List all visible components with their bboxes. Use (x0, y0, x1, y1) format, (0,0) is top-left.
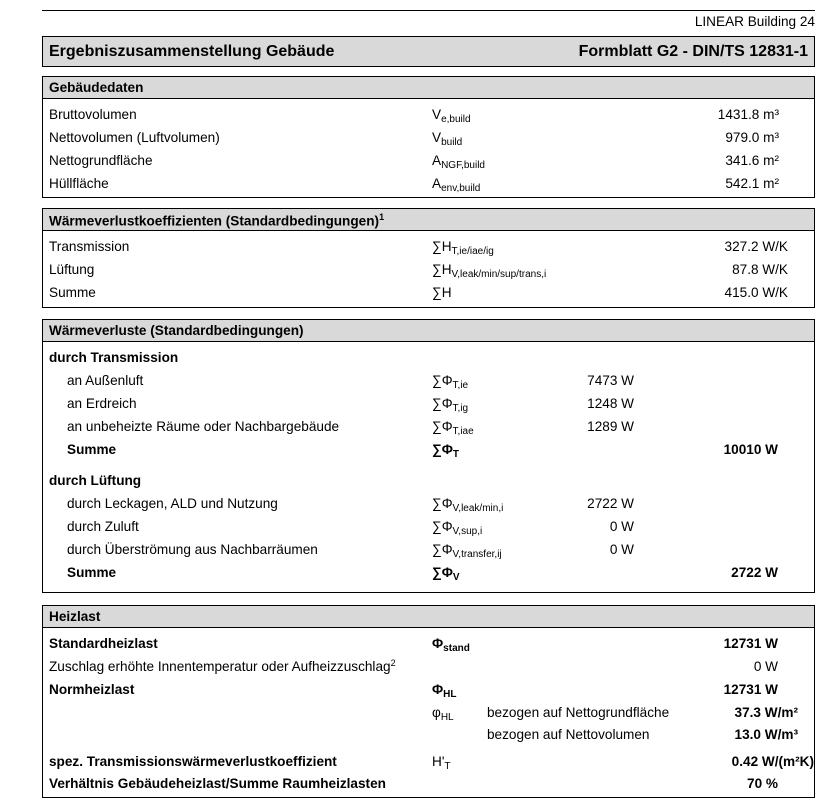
data-row-phi-area (43, 702, 814, 724)
row-symbol: $H'_T$ (432, 754, 451, 772)
row-value: 979.0 m³ (725, 130, 779, 145)
data-row (43, 516, 814, 538)
row-symbol: $A_{NGF,build}$ (432, 153, 485, 171)
row-label: durch Überströmung aus Nachbarräumen (67, 542, 318, 557)
row-value: 0 W (609, 519, 634, 534)
row-symbol: $\sum\Phi_{V,leak/min,i}$ (432, 496, 504, 514)
row-value: 37.3 W/m² (734, 705, 798, 720)
data-row (43, 393, 814, 415)
row-value: 0 W (609, 542, 634, 557)
data-row (43, 493, 814, 515)
row-label: an Außenluft (67, 373, 144, 388)
section-gebaeudedaten (42, 76, 815, 198)
row-value: 542.1 m² (725, 176, 779, 191)
document-title: Ergebniszusammenstellung Gebäude (49, 43, 335, 60)
row-label: Bruttovolumen (49, 107, 137, 122)
row-symbol: $\sum\Phi_{T,ig}$ (432, 396, 469, 414)
row-label: durch Leckagen, ALD und Nutzung (67, 496, 278, 511)
row-value: 0.42 W/(m²K) (731, 754, 814, 769)
data-row-normheizlast (43, 679, 814, 701)
row-label: Hüllfläche (49, 176, 109, 191)
row-value: 2722 W (587, 496, 634, 511)
row-value: 1289 W (587, 419, 634, 434)
form-identifier: Formblatt G2 - DIN/TS 12831-1 (578, 43, 808, 60)
data-row-spez-koeffizient (43, 751, 814, 773)
section-waermeverluste (42, 319, 815, 593)
row-symbol: $\sum\Phi_{V,transfer,ij}$ (432, 542, 502, 560)
data-row-standardheizlast (43, 633, 814, 655)
row-value: 341.6 m² (725, 153, 779, 168)
row-description: bezogen auf Nettogrundfläche (487, 705, 670, 720)
top-rule (42, 10, 815, 11)
row-symbol: $\sum H_{V,leak/min/sup/trans,i}$ (432, 262, 547, 280)
row-value: 7473 W (587, 373, 634, 388)
row-label: Transmission (49, 239, 130, 254)
subsection-heading-lueftung: durch Lüftung (49, 473, 142, 488)
section-heading: Gebäudedaten (43, 77, 814, 99)
data-row (43, 236, 814, 258)
row-symbol: $A_{env,build}$ (432, 176, 481, 194)
data-row (43, 104, 814, 126)
row-symbol: $\sum\Phi_{T,ie}$ (432, 373, 469, 391)
row-value: 12731 W (723, 682, 778, 697)
section-heading: Wärmeverlustkoeffizienten (Standardbedingungen)$^1$ (43, 209, 814, 231)
document-title-bar (42, 36, 815, 67)
row-label: Summe (67, 565, 117, 580)
row-value: 415.0 W/K (724, 285, 788, 300)
row-value: 70 % (747, 776, 778, 791)
row-symbol: $\sum\Phi_V$ (432, 565, 460, 583)
data-row-zuschlag (43, 656, 814, 678)
row-symbol: $\sum\Phi_{T,iae}$ (432, 419, 474, 437)
row-value: 12731 W (723, 636, 778, 651)
row-value: 2722 W (731, 565, 778, 580)
subsection-heading-transmission: durch Transmission (49, 350, 179, 365)
row-label: an unbeheizte Räume oder Nachbargebäude (67, 419, 340, 434)
row-label: durch Zuluft (67, 519, 139, 534)
row-symbol: $\Phi_{stand}$ (432, 636, 470, 654)
data-row (43, 370, 814, 392)
data-row-verhaeltnis (43, 773, 814, 795)
footnote-marker: 1 (379, 212, 385, 222)
data-row (43, 416, 814, 438)
row-label: Standardheizlast (49, 636, 158, 651)
data-row (43, 539, 814, 561)
row-label: Nettogrundfläche (49, 153, 153, 168)
row-symbol: $V_{e,build}$ (432, 107, 471, 125)
row-label: Normheizlast (49, 682, 135, 697)
row-symbol: $\sum H_{T,ie/iae/ig}$ (432, 239, 494, 257)
row-label: spez. Transmissionswärmeverlustkoeffizient (49, 754, 337, 769)
row-label: Lüftung (49, 262, 95, 277)
row-label: Summe (49, 285, 96, 300)
row-value: 10010 W (723, 442, 778, 457)
row-label: Zuschlag erhöhte Innentemperatur oder Aufheizzuschlag$^2$ (49, 658, 396, 674)
row-value: 327.2 W/K (724, 239, 788, 254)
sum-row-lueftung (43, 562, 814, 584)
row-symbol: ∑H (432, 285, 452, 300)
row-value: 1248 W (587, 396, 634, 411)
row-symbol: $\Phi_{HL}$ (432, 682, 457, 700)
data-row (43, 173, 814, 195)
footnote-marker: 2 (390, 658, 396, 668)
row-symbol: $V_{build}$ (432, 130, 463, 148)
section-heading: Heizlast (43, 606, 814, 628)
row-value: 0 W (753, 659, 778, 674)
row-description: bezogen auf Nettovolumen (487, 727, 650, 742)
row-label: Summe (67, 442, 117, 457)
row-value: 1431.8 m³ (717, 107, 779, 122)
sum-row-transmission (43, 439, 814, 461)
section-waermeverlustkoeffizienten (42, 208, 815, 308)
software-brand: LINEAR Building 24 (694, 14, 815, 29)
section-heading: Wärmeverluste (Standardbedingungen) (43, 320, 814, 342)
row-value: 13.0 W/m³ (734, 727, 798, 742)
data-row (43, 259, 814, 281)
row-symbol: $\varphi_{HL}$ (432, 705, 454, 723)
row-value: 87.8 W/K (732, 262, 788, 277)
data-row-phi-volume (43, 724, 814, 746)
section-heizlast (42, 605, 815, 798)
data-row (43, 127, 814, 149)
data-row (43, 282, 814, 304)
row-label: Nettovolumen (Luftvolumen) (49, 130, 220, 145)
row-symbol: $\sum\Phi_{V,sup,i}$ (432, 519, 483, 537)
row-symbol: $\sum\Phi_T$ (432, 442, 459, 460)
row-label: an Erdreich (67, 396, 137, 411)
data-row (43, 150, 814, 172)
row-label: Verhältnis Gebäudeheizlast/Summe Raumheizlasten (49, 776, 386, 791)
